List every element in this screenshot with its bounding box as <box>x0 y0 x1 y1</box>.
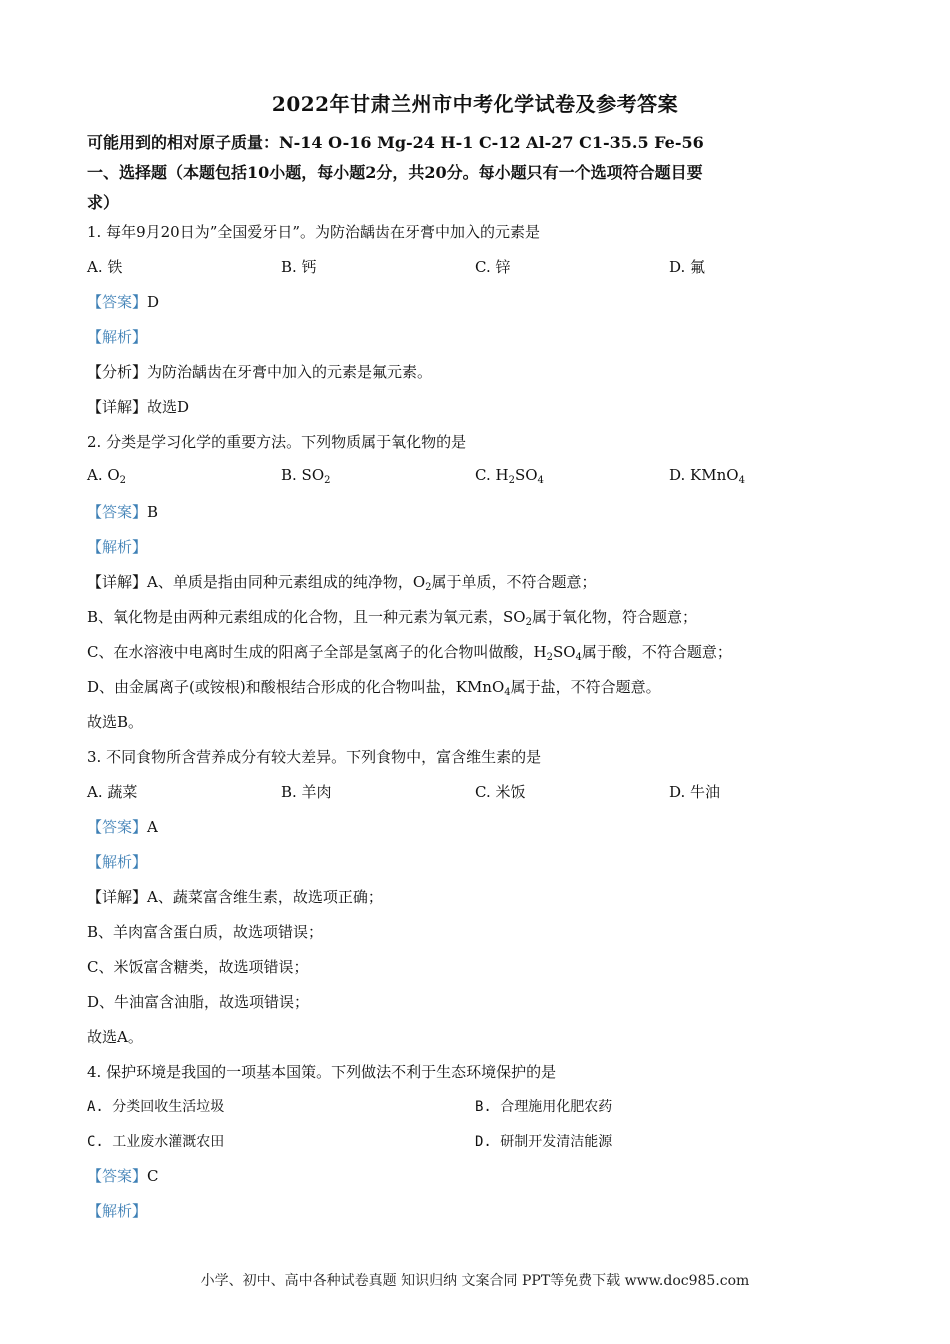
question-3-stem: 3. 不同食物所含营养成分有较大差异。下列食物中，富含维生素的是 <box>87 748 542 766</box>
question-4-analysis-tag: 【解析】 <box>87 1202 148 1220</box>
question-3-detail-d: D、牛油富含油脂，故选项错误； <box>87 993 310 1011</box>
question-2-answer <box>87 501 158 522</box>
question-1-answer <box>87 291 159 312</box>
answer-tag: 【答案】 <box>87 1167 148 1185</box>
section-heading-continued: 求） <box>87 193 120 212</box>
option-a: A. 分类回收生活垃圾 <box>87 1099 225 1115</box>
question-3-detail-c: C、米饭富含糖类，故选项错误； <box>87 958 309 976</box>
question-3-conclusion: 故选A。 <box>87 1028 143 1046</box>
option-b: B. $SO_2$ <box>281 466 331 486</box>
question-3-detail-a: 【详解】A、蔬菜富含维生素，故选项正确； <box>87 888 383 906</box>
question-3-answer <box>87 816 158 837</box>
option-c: C. $H_2SO_4$ <box>475 466 544 486</box>
question-2-stem: 2. 分类是学习化学的重要方法。下列物质属于氧化物的是 <box>87 433 467 451</box>
question-3-detail-b: B、羊肉富含蛋白质，故选项错误； <box>87 923 324 941</box>
option-b: B. 合理施用化肥农药 <box>475 1099 613 1115</box>
question-4-answer <box>87 1165 159 1186</box>
page-footer: 小学、初中、高中各种试卷真题 知识归纳 文案合同 PPT等免费下载 www.doc985.com <box>200 1273 750 1289</box>
question-1-stem: 1. 每年9月20日为”全国爱牙日”。为防治龋齿在牙膏中加入的元素是 <box>87 223 541 241</box>
question-4-stem: 4. 保护环境是我国的一项基本国策。下列做法不利于生态环境保护的是 <box>87 1063 557 1081</box>
answer-tag: 【答案】 <box>87 293 148 311</box>
question-3-analysis-tag: 【解析】 <box>87 853 148 871</box>
answer-value: D <box>147 293 160 311</box>
answer-value: A <box>147 818 158 836</box>
option-d: D. 研制开发清洁能源 <box>475 1134 613 1150</box>
answer-tag: 【答案】 <box>87 503 148 521</box>
question-2-detail-d: D、由金属离子(或铵根)和酸根结合形成的化合物叫盐，KMnO$_4$属于盐，不符合题意。 <box>87 678 661 698</box>
question-1-fenxi <box>87 361 432 382</box>
answer-value: B <box>147 503 159 521</box>
option-a: A. $O_2$ <box>87 466 127 486</box>
question-2-detail-a: 【详解】A、单质是指由同种元素组成的纯净物，$O_2$属于单质，不符合题意； <box>87 573 597 593</box>
option-c: C. 工业废水灌溉农田 <box>87 1134 225 1150</box>
answer-value: C <box>147 1167 159 1185</box>
atomic-masses-line: 可能用到的相对原子质量：N-14 O-16 Mg-24 H-1 C-12 Al-27 C1-35.5 Fe-56 <box>87 133 704 152</box>
page-title: 2022年甘肃兰州市中考化学试卷及参考答案 <box>271 92 679 116</box>
fenxi-text: 为防治龋齿在牙膏中加入的元素是氟元素。 <box>147 363 433 381</box>
option-a: A. 铁 <box>87 258 123 276</box>
question-2-detail-c: C、在水溶液中电离时生成的阳离子全部是氢离子的化合物叫做酸，$H_2SO_4$属于酸，不符合题意； <box>87 643 732 663</box>
question-1-analysis-tag: 【解析】 <box>87 328 148 346</box>
option-d: D. 氟 <box>669 258 706 276</box>
answer-tag: 【答案】 <box>87 818 148 836</box>
question-2-analysis-tag: 【解析】 <box>87 538 148 556</box>
option-b: B. 羊肉 <box>281 783 332 801</box>
section-heading: 一、选择题（本题包括10小题，每小题2分，共20分。每小题只有一个选项符合题目要 <box>87 163 703 182</box>
option-d: D. KMnO$_4$ <box>669 466 745 486</box>
question-1-detail <box>87 396 189 417</box>
option-c: C. 锌 <box>475 258 511 276</box>
question-2-detail-b: B、氧化物是由两种元素组成的化合物，且一种元素为氧元素，$SO_2$属于氧化物，符合题意； <box>87 608 697 628</box>
question-2-conclusion: 故选B。 <box>87 713 144 731</box>
detail-text: 故选D <box>147 398 190 416</box>
detail-tag: 【详解】 <box>87 398 148 416</box>
fenxi-tag: 【分析】 <box>87 363 148 381</box>
option-c: C. 米饭 <box>475 783 526 801</box>
option-d: D. 牛油 <box>669 783 721 801</box>
option-b: B. 钙 <box>281 258 317 276</box>
option-a: A. 蔬菜 <box>87 783 138 801</box>
